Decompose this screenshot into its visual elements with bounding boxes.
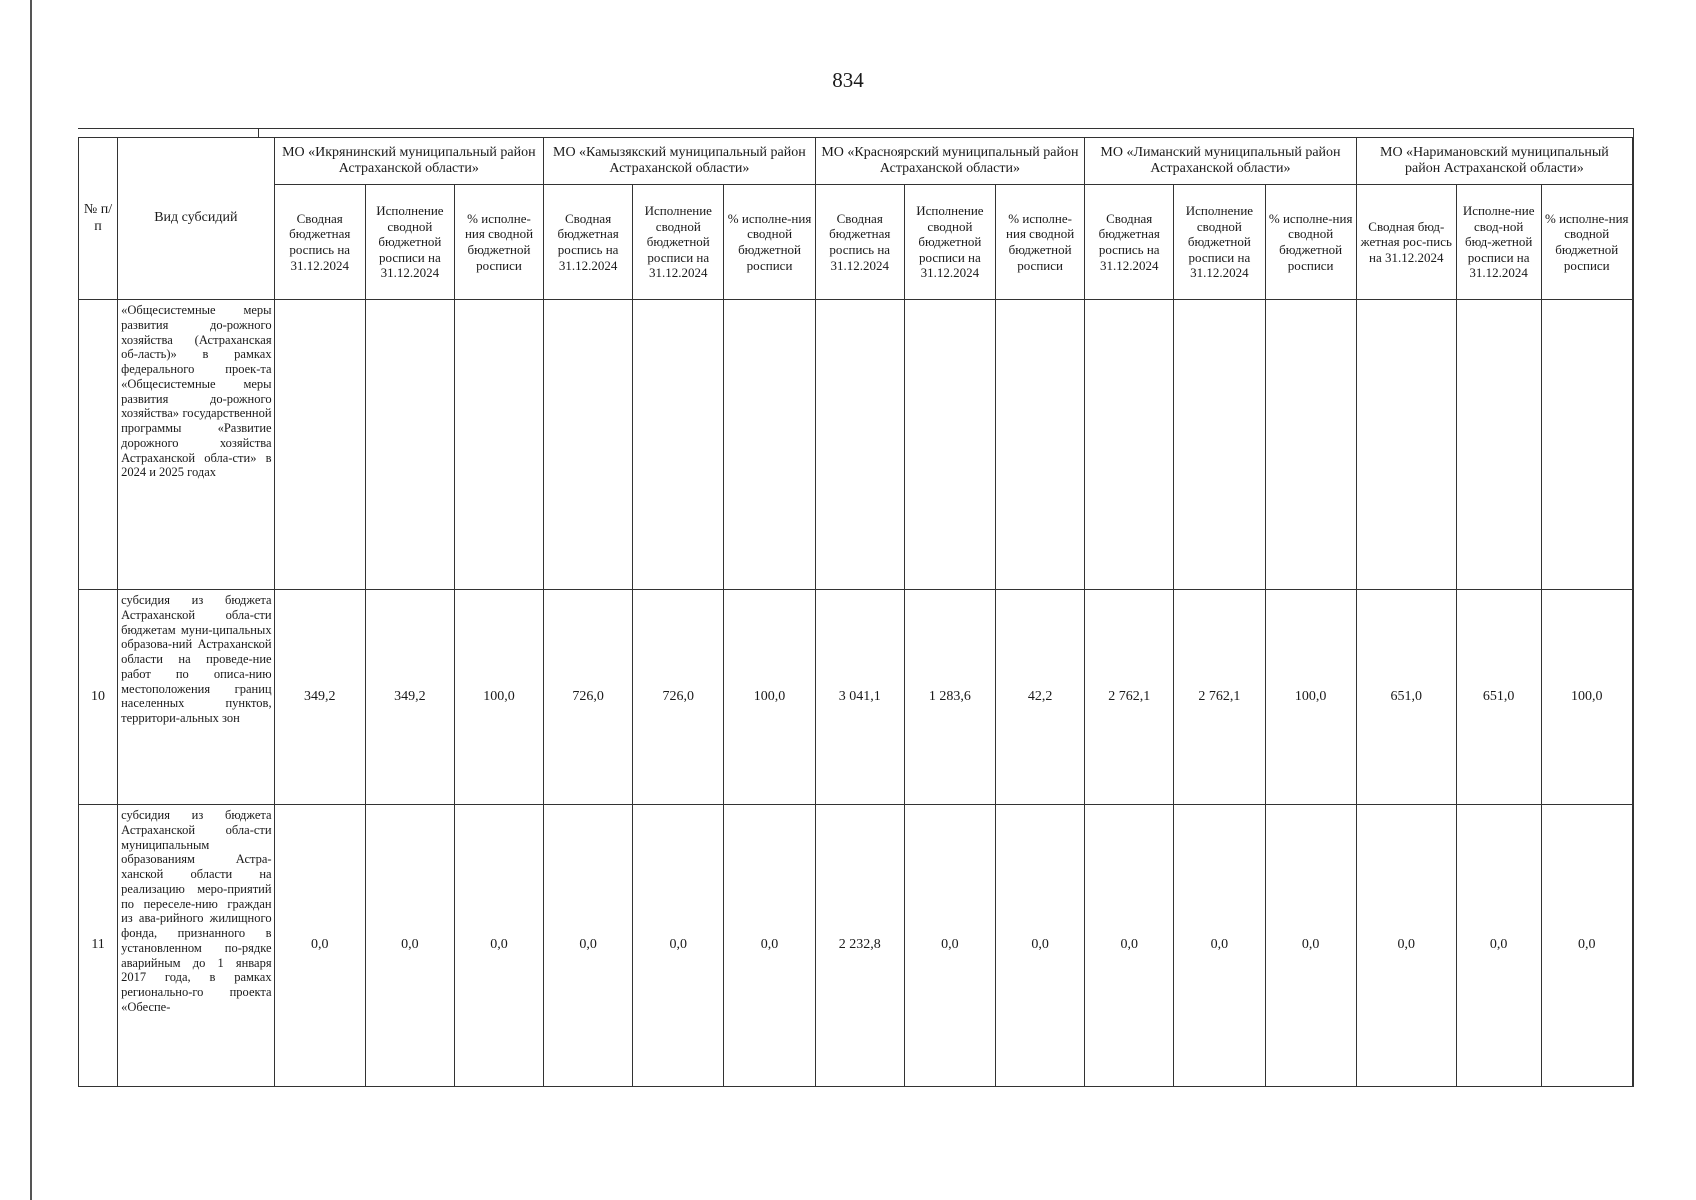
table-cell: 2 762,1	[1174, 590, 1265, 805]
table-cell	[996, 300, 1085, 590]
row-number	[79, 300, 118, 590]
table-cell: 0,0	[996, 805, 1085, 1087]
header-budget-plan: Сводная бюджетная роспись на 31.12.2024	[1085, 185, 1174, 300]
table-cell: 0,0	[544, 805, 633, 1087]
table-cell	[815, 300, 904, 590]
table-cell	[1174, 300, 1265, 590]
header-budget-execution: Исполне-ние свод-ной бюд-жетной росписи на 31.12.2024	[1456, 185, 1541, 300]
table-cell: 349,2	[365, 590, 454, 805]
table-cell: 0,0	[454, 805, 543, 1087]
table-cell: 2 232,8	[815, 805, 904, 1087]
table-cell: 100,0	[1541, 590, 1632, 805]
table-cell	[724, 300, 815, 590]
table-cell: 3 041,1	[815, 590, 904, 805]
table-cell	[1356, 300, 1456, 590]
header-budget-execution: Исполнение сводной бюджетной росписи на 31.12.2024	[365, 185, 454, 300]
table-row	[79, 590, 1633, 805]
page-number: 834	[832, 68, 864, 92]
table-top-strip	[258, 129, 1633, 137]
table-cell: 0,0	[365, 805, 454, 1087]
row-number: 11	[79, 805, 118, 1087]
page-left-margin-rule	[30, 0, 32, 1200]
header-budget-plan: Сводная бюджетная роспись на 31.12.2024	[274, 185, 365, 300]
table-cell: 100,0	[454, 590, 543, 805]
header-execution-percent: % исполне-ния сводной бюджетной росписи	[996, 185, 1085, 300]
subsidy-table-container	[78, 128, 1634, 1087]
table-cell: 0,0	[724, 805, 815, 1087]
header-budget-plan: Сводная бюд-жетная рос-пись на 31.12.2024	[1356, 185, 1456, 300]
header-district-limansky: МО «Лиманский муниципальный район Астраханской области»	[1085, 138, 1357, 185]
header-execution-percent: % исполне-ния сводной бюджетной росписи	[454, 185, 543, 300]
header-row-number: № п/п	[79, 138, 118, 300]
table-cell: 0,0	[274, 805, 365, 1087]
table-cell	[1456, 300, 1541, 590]
table-cell: 0,0	[633, 805, 724, 1087]
header-budget-execution: Исполнение сводной бюджетной росписи на 31.12.2024	[1174, 185, 1265, 300]
table-row	[79, 805, 1633, 1087]
header-district-kamyzyaksky: МО «Камызякский муниципальный район Астраханской области»	[544, 138, 816, 185]
table-cell: 0,0	[1541, 805, 1632, 1087]
table-cell	[544, 300, 633, 590]
table-cell: 726,0	[633, 590, 724, 805]
table-cell	[274, 300, 365, 590]
table-cell: 2 762,1	[1085, 590, 1174, 805]
header-budget-execution: Исполнение сводной бюджетной росписи на 31.12.2024	[633, 185, 724, 300]
header-budget-plan: Сводная бюджетная роспись на 31.12.2024	[544, 185, 633, 300]
table-cell: 0,0	[1456, 805, 1541, 1087]
table-cell	[1541, 300, 1632, 590]
table-cell: 0,0	[904, 805, 995, 1087]
table-cell: 1 283,6	[904, 590, 995, 805]
row-number: 10	[79, 590, 118, 805]
subsidy-table	[78, 137, 1633, 1087]
table-cell: 651,0	[1456, 590, 1541, 805]
table-cell: 100,0	[724, 590, 815, 805]
table-cell: 0,0	[1356, 805, 1456, 1087]
table-cell: 349,2	[274, 590, 365, 805]
table-cell	[365, 300, 454, 590]
header-district-krasnoyarsky: МО «Красноярский муниципальный район Астраханской области»	[815, 138, 1084, 185]
header-execution-percent: % исполне-ния сводной бюджетной росписи	[1265, 185, 1356, 300]
table-cell: 100,0	[1265, 590, 1356, 805]
table-cell: 42,2	[996, 590, 1085, 805]
table-cell	[1265, 300, 1356, 590]
table-cell: 651,0	[1356, 590, 1456, 805]
subsidy-description: субсидия из бюджета Астраханской обла-сти муниципальным образованиям Астра-ханской области на реализацию меро-приятий по переселе-нию граждан из ава-рийного жилищного фонда, признанного в установленном по-рядке аварийным до 1 января 2017 года, в рамках регионально-го проекта «Обеспе-	[118, 805, 274, 1087]
header-district-narimanovsky: МО «Наримановский муниципальный район Астраханской области»	[1356, 138, 1632, 185]
header-execution-percent: % исполне-ния сводной бюджетной росписи	[1541, 185, 1632, 300]
header-execution-percent: % исполне-ния сводной бюджетной росписи	[724, 185, 815, 300]
table-cell	[904, 300, 995, 590]
table-cell	[633, 300, 724, 590]
table-cell	[1085, 300, 1174, 590]
subsidy-description: «Общесистемные меры развития до-рожного хозяйства (Астраханская об-ласть)» в рамках федерального проек-та «Общесистемные меры развития до-рожного хозяйства» государственной программы «Развитие дорожного хозяйства Астраханской обла-сти» в 2024 и 2025 годах	[118, 300, 274, 590]
table-cell	[454, 300, 543, 590]
subsidy-description: субсидия из бюджета Астраханской обла-сти бюджетам муни-ципальных образова-ний Астраханской области на проведе-ние работ по описа-нию местоположения границ населенных пунктов, территори-альных зон	[118, 590, 274, 805]
table-cell: 726,0	[544, 590, 633, 805]
table-cell: 0,0	[1265, 805, 1356, 1087]
header-budget-plan: Сводная бюджетная роспись на 31.12.2024	[815, 185, 904, 300]
table-cell: 0,0	[1174, 805, 1265, 1087]
header-subsidy-type: Вид субсидий	[118, 138, 274, 300]
header-district-ikryaninsky: МО «Икрянинский муниципальный район Астраханской области»	[274, 138, 543, 185]
table-cell: 0,0	[1085, 805, 1174, 1087]
table-row	[79, 300, 1633, 590]
header-budget-execution: Исполнение сводной бюджетной росписи на 31.12.2024	[904, 185, 995, 300]
